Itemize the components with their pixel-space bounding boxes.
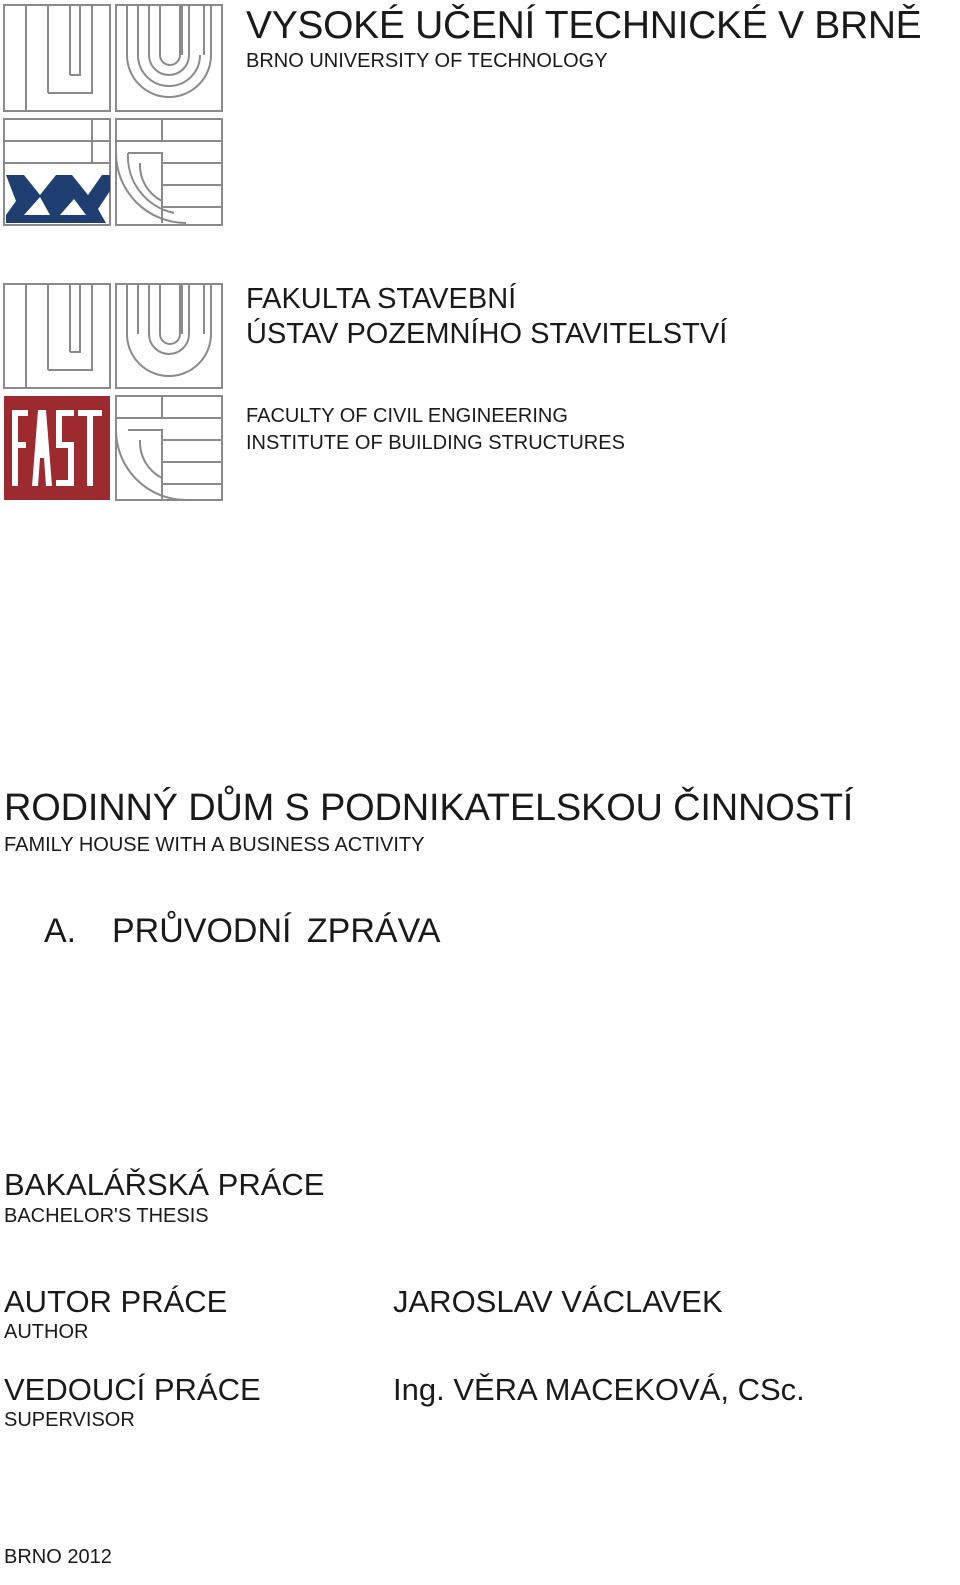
- university-name-en: BRNO UNIVERSITY OF TECHNOLOGY: [246, 50, 608, 72]
- vut-logo-icon: [2, 3, 224, 227]
- supervisor-name: Ing. VĚRA MACEKOVÁ, CSc.: [393, 1372, 805, 1407]
- author-label-en: AUTHOR: [4, 1321, 89, 1343]
- university-name-cz: VYSOKÉ UČENÍ TECHNICKÉ V BRNĚ: [246, 4, 922, 47]
- supervisor-label-en: SUPERVISOR: [4, 1409, 135, 1431]
- thesis-title-cz: RODINNÝ DŮM S PODNIKATELSKOU ČINNOSTÍ: [4, 787, 854, 829]
- faculty-name-en: FACULTY OF CIVIL ENGINEERING: [246, 405, 568, 427]
- place-year: BRNO 2012: [4, 1546, 112, 1568]
- thesis-type-cz: BAKALÁŘSKÁ PRÁCE: [4, 1167, 325, 1202]
- thesis-title-en: FAMILY HOUSE WITH A BUSINESS ACTIVITY: [4, 834, 425, 856]
- institute-name-en: INSTITUTE OF BUILDING STRUCTURES: [246, 432, 625, 454]
- part-letter: A.: [44, 912, 77, 950]
- supervisor-label-cz: VEDOUCÍ PRÁCE: [4, 1372, 261, 1407]
- author-label-cz: AUTOR PRÁCE: [4, 1284, 228, 1319]
- part-title: PRŮVODNÍ ZPRÁVA: [112, 912, 441, 950]
- fast-logo-icon: [2, 282, 224, 504]
- thesis-type-en: BACHELOR'S THESIS: [4, 1205, 209, 1227]
- author-name: JAROSLAV VÁCLAVEK: [393, 1284, 723, 1319]
- faculty-name-cz: FAKULTA STAVEBNÍ: [246, 283, 517, 315]
- institute-name-cz: ÚSTAV POZEMNÍHO STAVITELSTVÍ: [246, 318, 728, 350]
